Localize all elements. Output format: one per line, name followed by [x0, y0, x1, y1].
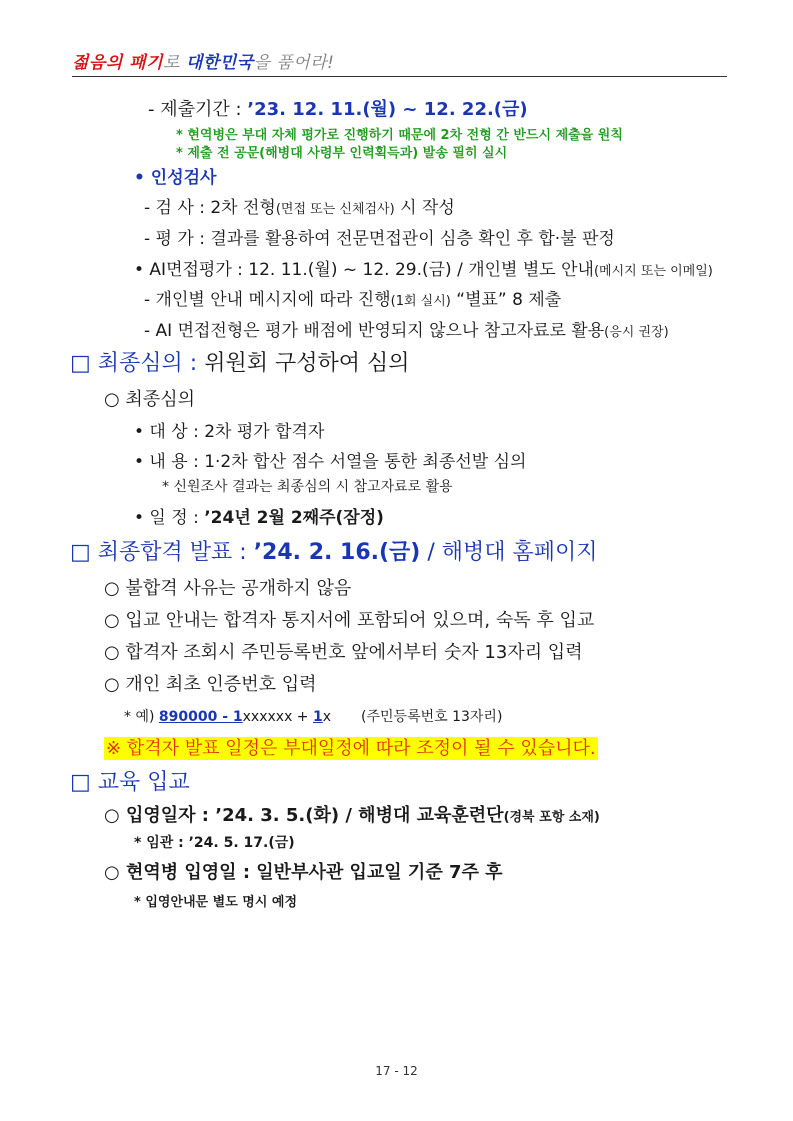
enlistment-date-text: ○ 입영일자 : ’24. 3. 5.(화) / 해병대 교육훈련단	[104, 805, 504, 826]
individual-guide-c: “별표” 8 제출	[450, 290, 562, 310]
individual-guide-a: - 개인별 안내 메시지에 따라 진행	[144, 290, 391, 310]
section-final-result-site: / 해병대 홈페이지	[420, 540, 598, 565]
background-check-note: * 신원조사 결과는 최종심의 시 참고자료로 활용	[162, 479, 453, 495]
auth-example-part2: xxxxxx +	[242, 709, 313, 725]
page-header	[72, 48, 727, 73]
header-slogan-1: 젊음의 패기	[72, 53, 164, 73]
checkbox-square-icon: □	[70, 351, 91, 376]
submission-period-label: - 제출기간 :	[148, 99, 248, 120]
ai-reference-b: (응시 권장)	[604, 325, 669, 340]
checkbox-square-icon: □	[70, 770, 91, 795]
header-slogan-2: 로	[163, 53, 186, 73]
schedule-change-notice	[104, 734, 598, 760]
auth-example	[124, 706, 502, 726]
section-enrollment-title: 교육 입교	[90, 770, 190, 795]
active-duty-enlistment: ○ 현역병 입영일 : 일반부사관 입교일 기준 7주 후	[104, 862, 503, 883]
personality-test-heading: • 인성검사	[134, 168, 217, 188]
auth-example-note: (주민등록번호 13자리)	[361, 709, 503, 725]
checkbox-square-icon: □	[70, 540, 91, 565]
individual-guide-item	[144, 285, 561, 310]
section-final-result-title: 최종합격 발표 :	[90, 540, 254, 565]
schedule-item	[134, 503, 384, 528]
ai-reference-a: - AI 면접전형은 평가 배점에 반영되지 않으나 참고자료로 활용	[144, 321, 605, 341]
ai-reference-item	[144, 316, 669, 341]
enlistment-location: (경북 포항 소재)	[503, 810, 600, 825]
submission-period-dates: ’23. 12. 11.(월) ~ 12. 22.(금)	[247, 99, 528, 120]
target-item: • 대 상 : 2차 평가 합격자	[134, 422, 325, 442]
ai-interview-b: (메시지 또는 이메일)	[593, 264, 713, 279]
result-note-3: ○ 합격자 조회시 주민등록번호 앞에서부터 숫자 13자리 입력	[104, 642, 583, 663]
ai-interview-a: • AI면접평가 : 12. 11.(월) ~ 12. 29.(금) / 개인별 별도 안내	[134, 260, 594, 280]
header-slogan-4: 을 품어라!	[253, 53, 335, 73]
commission-note: * 임관 : ’24. 5. 17.(금)	[134, 835, 295, 851]
individual-guide-b: (1회 실시)	[390, 294, 451, 309]
content-item: • 내 용 : 1‧2차 합산 점수 서열을 통한 최종선발 심의	[134, 452, 527, 472]
section-enrollment	[70, 765, 190, 796]
ai-interview-item	[134, 255, 713, 280]
submission-period	[148, 95, 528, 121]
note-official-letter: * 제출 전 공문(해병대 사령부 인력획득과) 발송 필히 실시	[176, 146, 508, 161]
final-review-sub: ○ 최종심의	[104, 389, 195, 410]
section-final-result	[70, 535, 598, 566]
auth-example-part1: 890000 - 1	[158, 709, 243, 725]
note-active-duty: * 현역병은 부대 자체 평가로 진행하기 때문에 2차 전형 간 반드시 제출을 원칙	[176, 128, 623, 143]
test-item-a: - 검 사 : 2차 전형	[144, 198, 276, 218]
auth-example-label: * 예)	[124, 709, 159, 725]
schedule-date: ’24년 2월 2째주(잠정)	[204, 508, 384, 528]
evaluation-item: - 평 가 : 결과를 활용하여 전문면접관이 심층 확인 후 합‧불 판정	[144, 229, 615, 249]
result-note-1: ○ 불합격 사유는 공개하지 않음	[104, 578, 352, 599]
test-item	[144, 193, 455, 218]
result-note-4: ○ 개인 최초 인증번호 입력	[104, 674, 317, 695]
section-final-review-title: 최종심의 :	[90, 351, 205, 376]
result-note-2: ○ 입교 안내는 합격자 통지서에 포함되어 있으며, 숙독 후 입교	[104, 610, 595, 631]
section-final-result-date: ’24. 2. 16.(금)	[253, 540, 421, 565]
header-rule	[72, 76, 727, 77]
test-item-b: (면접 또는 신체검사)	[275, 202, 395, 217]
section-final-review	[70, 346, 409, 377]
auth-example-part3: 1	[312, 709, 323, 725]
enlistment-date	[104, 801, 600, 827]
auth-example-part4: x	[322, 709, 332, 725]
enlistment-guide-note: * 입영안내문 별도 명시 예정	[134, 895, 298, 910]
test-item-c: 시 작성	[394, 198, 455, 218]
schedule-change-text: ※ 합격자 발표 일정은 부대일정에 따라 조정이 될 수 있습니다.	[106, 738, 596, 759]
section-final-review-desc: 위원회 구성하여 심의	[204, 351, 410, 376]
header-slogan-3: 대한민국	[185, 53, 254, 73]
page-number: 17 - 12	[375, 1064, 418, 1078]
schedule-label: • 일 정 :	[134, 508, 205, 528]
